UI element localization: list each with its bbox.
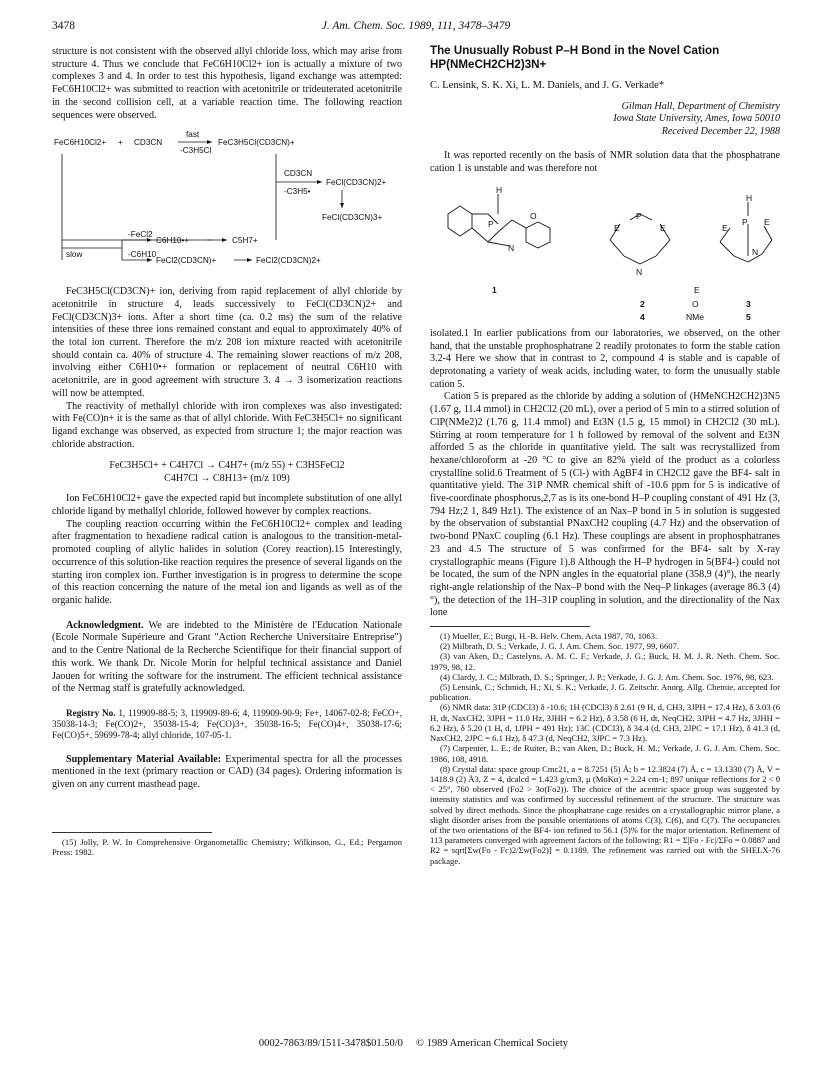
footnote-rule-right xyxy=(430,626,590,627)
left-paragraph-3: The reactivity of methallyl chloride with iron complexes was also investigated: with Fe(CO)n+ it is the same as that of allyl chloride. With FeC3H5Cl+ no significant ligand exchange was observed, as expected from structure 1; the major reaction was chloride abstraction. xyxy=(52,400,402,450)
scheme-loss-allyl: -C3H5Cl xyxy=(180,146,212,156)
struct2-E-left: E xyxy=(614,222,620,233)
journal-citation: J. Am. Chem. Soc. 1989, 111, 3478–3479 xyxy=(321,20,511,32)
equation-block xyxy=(52,459,402,485)
scheme-c5h7: C5H7+ xyxy=(232,236,258,246)
equation-line-2: C4H7Cl → C8H13+ (m/z 109) xyxy=(164,473,290,485)
page-header xyxy=(52,20,780,36)
footnote-2: (2) Milbrath, D. S.; Verkade, J. G. J. Am. Chem. Soc. 1977, 99, 6607. xyxy=(440,641,680,652)
acknowledgment-body: We are indebted to the Ministère de l'Education Nationale (Ecole Normale Supérieure and Grant "Action Recherche Universitaire Entreprise") and to the Centre National de la Recherche Scientifique for their financial support of this work. We thank Dr. Nicole Morin for helpful technical assistance and Daniel Jaouen for writing the software for the instrument. The efficient technical assistance of the Nermag staff is gratefully acknowledged. xyxy=(52,619,403,695)
scheme-slow-label: slow xyxy=(66,250,83,260)
struct2-label: 2 xyxy=(640,298,645,309)
footnote-6: (6) NMR data: 31P (CDCl3) δ -10.6; 1H (CDCl3) δ 2.61 (9 H, d, CH3, 3JPH = 17.4 Hz), δ 3.03 (6 H, dt, NaxCH2, 3JPH = 11.0 Hz, 3JHH = 6.2 Hz), δ 3.58 (6 H, dt, NeqCH2, 3JPH = 4.7 Hz, 3JHH = 6.2 Hz), δ 5.20 (1 H, d, 1JPH = 491 Hz); 13C (CDCl3), δ 34.4 (d, CH3, 2JPC = 17.1 Hz), δ 41.3 (d, NaxCH2, 2JPC = 6.1 Hz), δ 47.3 (d, NeqCH2, 3JPC = 7.3 Hz). xyxy=(430,702,780,744)
footnote-4: (4) Clardy, J. C.; Milbrath, D. S.; Springer, J. P.; Verkade, J. G. J. Am. Chem. Soc. 1976, 98, 623. xyxy=(440,671,774,682)
structure-drawings xyxy=(430,184,780,324)
left-paragraph-2: FeC3H5Cl(CD3CN)+ ion, deriving from rapid replacement of allyl chloride by acetonitrile in structure 4, leads successively to FeCl(CD3CN)2+ and FeCl(CD3CN)3+ ions. After a short time (ca. 0.2 ms) the sum of the relative intensities of these three ions remained constant and equal to approximately 40% of the total ion current. Therefore the m/z 208 ion mixture reacted with acetonitrile should contain ca. 40% of structure 4. The remaining slower reactions of m/z 208, involving either C6H10•+ formation or replacement of neutral C6H10 with acetonitrile, are in good agreement with structure 3. 4 → 3 isomerization reactions will now be attempted. xyxy=(52,286,402,399)
struct2-N: N xyxy=(636,266,643,277)
struct4-label: 4 xyxy=(640,311,645,322)
struct3-E-right: E xyxy=(764,216,770,227)
scheme-plus: + xyxy=(118,138,123,148)
right-column xyxy=(430,46,780,866)
scheme-fast-label: fast xyxy=(186,130,200,140)
struct1-H: H xyxy=(496,184,503,195)
footnote-15: (15) Jolly, P. W. In Comprehensive Organometallic Chemistry; Wilkinson, G., Ed.; Pergamon Press: 1982. xyxy=(52,836,402,857)
copyright: © 1989 American Chemical Society xyxy=(416,1038,569,1049)
right-paragraph-3: Cation 5 is prepared as the chloride by adding a solution of (HMeNCH2CH2)3N5 (1.67 g, 11.4 mmol) in CH2Cl2 (20 mL), over a period of 5 min to a stirred solution of ClP(NMe2)2 (1.76 g, 11.4 mmol) and Et3N (1.5 g, 15 mmol) in CH2Cl2 (30 mL). Stirring at room temperature for 1 h followed by removal of the solvent and Et3N afforded 5 as the chloride in quantitative yield. The salt was recrystallized from hexane/chloroform at -20 °C to give an 82% yield of the product as a colorless crystalline solid.6 Treatment of 5 (Cl-) with AgBF4 in CH2Cl2 gave the BF4- salt in quantitative yield. The 31P NMR chemical shift of -10.6 ppm for 5 is indicative of five-coordinate phosphorus,2,7 as is its one-bond H–P coupling constant of 491 Hz (3, 794 Hz;2 1, 849 Hz1). The existence of an Nax–P bond in 5 in solution is suggested by the observation of substantial PNaxCH2 coupling (4.7 Hz) and the observation of two-bond PNaxC coupling (6.1 Hz). These couplings are absent in prophosphatranes 23 and 4.5 The structure of 5 was confirmed for the BF4- salt by X-ray crystallographic means (Figure 1).8 Although the H–P hydrogen in 5(BF4-) could not be located, the sum of the NPN angles in the equatorial plane (358.9 (4)°), the nearly right-angle relationship of the Nax–P bond with the Neq–P linkages (average 86.3 (4)°), the detection of the 1H–31P coupling in solution, and the directionality of the Nax lone xyxy=(430,391,780,619)
struct5-label: 5 xyxy=(746,311,751,322)
scheme-loss-c3h5: -C3H5• xyxy=(284,187,311,197)
legend-E: E xyxy=(694,284,700,295)
left-column xyxy=(52,46,402,857)
scheme-arrows xyxy=(52,132,402,276)
supplementary-material xyxy=(52,754,402,792)
footnote-1: (1) Mueller, E.; Burgi, H.-B. Helv. Chem. Acta 1987, 70, 1063. xyxy=(440,631,658,642)
struct2-E-right: E xyxy=(660,222,666,233)
struct3-E-left: E xyxy=(722,222,728,233)
struct3-label: 3 xyxy=(746,298,751,309)
scheme-c6h10-cation: C6H10•+ xyxy=(156,236,190,246)
scheme-cd3cn: CD3CN xyxy=(284,169,313,179)
received-date: Received December 22, 1988 xyxy=(661,125,780,137)
footnote-5: (5) Lensink, C.; Schmidt, H.; Xi, S. K.; Verkade, J. G. Zeitschr. Anorg. Allg. Chemie, accepted for publication. xyxy=(430,682,780,703)
scheme-loss-fecl2: -FeCl2 xyxy=(128,230,153,240)
scheme-fecl2-1: FeCl2(CD3CN)+ xyxy=(156,256,217,266)
struct1-N: N xyxy=(508,242,515,253)
struct3-N: N xyxy=(752,246,759,257)
legend-NMe: NMe xyxy=(686,311,704,322)
acknowledgment xyxy=(52,620,402,696)
struct3-P: P xyxy=(742,216,748,227)
supplementary-heading: Supplementary Material Available: xyxy=(66,753,222,765)
struct2-P: P xyxy=(636,210,642,221)
left-paragraph-4: Ion FeC6H10Cl2+ gave the expected rapid but incomplete substitution of one allyl chloride ligand by methallyl chloride, followed however by complex reactions. xyxy=(52,493,402,518)
footnote-3: (3) van Aken, D.; Castelyns, A. M. C. F.; Verkade, J. G.; Buck, H. M. J. R. Neth. Chem. Soc. 1979, 98, 12. xyxy=(430,651,780,672)
page-footer xyxy=(0,1038,827,1049)
affiliation-line-1: Gilman Hall, Department of Chemistry xyxy=(621,100,780,112)
right-paragraph-2: isolated.1 In earlier publications from our laboratories, we observed, on the other hand, that the unstable prophosphatrane 2 readily protonates to form the stable cation 3.2-4 Here we show that in contrast to 2, compound 4 is stable and is capable of deprotonating a variety of weak acids, including water, to form the unusually stable cation 5. xyxy=(430,327,780,390)
right-footnotes xyxy=(430,631,780,866)
structure-figure xyxy=(430,184,780,324)
supplementary-body: Experimental spectra for all the processes mentioned in the text (primary reaction or CAD) (34 pages). Ordering information is given on any current masthead page. xyxy=(52,753,402,790)
struct1-P: P xyxy=(488,218,494,229)
struct3-H: H xyxy=(746,192,753,203)
affiliation xyxy=(430,101,780,139)
legend-O: O xyxy=(692,298,699,309)
footnote-7: (7) Carpenter, L. E.; de Ruiter, B.; van Aken, D.; Buck, H. M.; Verkade, J. G. J. Am. Chem. Soc. 1986, 108, 4918. xyxy=(430,743,780,764)
article-code: 0002-7863/89/1511-3478$01.50/0 xyxy=(258,1038,403,1049)
scheme-product-2: FeCl(CD3CN)2+ xyxy=(326,178,387,188)
registry-body: 1, 119909-88-5; 3, 119909-89-6; 4, 119909-90-9; Fe+, 14067-02-8; FeCO+, 35038-14-3; Fe(CO)2+, 35038-15-4; Fe(CO)3+, 35038-16-5; Fe(CO)4+, 35038-17-6; Fe(CO)5+, 59699-78-4; allyl chloride, 107-05-1. xyxy=(52,707,402,741)
acknowledgment-heading: Acknowledgment. xyxy=(66,619,144,631)
left-intro-paragraph: structure is not consistent with the observed allyl chloride loss, which may arise from structure 4. Thus we conclude that FeC6H10Cl2+ ion is actually a mixture of two complexes 3 and 4. In order to test this hypothesis, ligand exchange was attempted: FeC6H10Cl2+ was submitted to reaction with acetonitrile or trideuterated acetonitrile in the second collision cell, at a variable reaction time. The following reaction sequences were observed. xyxy=(52,46,402,121)
footnote-8: (8) Crystal data: space group Cmc21, a = 8.7251 (5) Å; b = 12.3824 (7) Å, c = 13.1330 (7) Å, V = 1418.9 (2) Å3, Z = 4, dcalcd = 1.423 g/cm3, μ (MoKα) = 2.24 cm-1; 897 unique reflections for 2 < θ < 25°, 760 observed (Fo2 > 3σ(Fo2)). The choice of the acentric space group was suggested by intensity statistics and was confirmed by successful refinement of the structure. The structure was solved by direct methods. Since the phosphatrane cage resides on a crystallographic mirror plane, a slight disorder arises from the possible orientations of atoms C(3), C(6), and C(7). The occupancies of the two orientations of the BF4- ion refined to 56.1 (5)% for the major orientation. Refinement of 113 parameters converged with agreement factors of the following: R1 = Σ|Fo - Fc|/ΣFo = 0.0887 and R2 = sqrt[Σw(Fo - Fc)2/Σw(Fo2)] = 0.1189. The refinement was carried out with the SHELX-76 package. xyxy=(430,763,780,866)
scheme-reactant: FeC6H10Cl2+ xyxy=(54,138,107,148)
equation-line-1: FeC3H5Cl+ + C4H7Cl → C4H7+ (m/z 55) + C3H5FeCl2 xyxy=(109,460,345,472)
reaction-scheme xyxy=(52,132,402,276)
left-footnotes xyxy=(52,837,402,857)
right-paragraph-1: It was reported recently on the basis of NMR solution data that the phosphatrane cation 1 is unstable and was therefore not xyxy=(430,150,780,175)
scheme-fecl2-2: FeCl2(CD3CN)2+ xyxy=(256,256,321,266)
title-line-1: The Unusually Robust P–H Bond in the Novel Cation xyxy=(430,44,720,57)
struct1-O: O xyxy=(530,210,537,221)
affiliation-line-2: Iowa State University, Ames, Iowa 50010 xyxy=(613,113,780,125)
scheme-reagent: CD3CN xyxy=(134,138,163,148)
title-line-2: HP(NMeCH2CH2)3N+ xyxy=(430,58,547,71)
struct1-label: 1 xyxy=(492,284,497,295)
article-title xyxy=(430,44,780,72)
footnote-rule xyxy=(52,832,212,833)
scheme-product-3: FeCl(CD3CN)3+ xyxy=(322,213,383,223)
registry-numbers xyxy=(52,708,402,742)
registry-heading: Registry No. xyxy=(66,707,116,718)
scheme-loss-c6h10: -C6H10 xyxy=(128,250,157,260)
scheme-product-1: FeC3H5Cl(CD3CN)+ xyxy=(218,138,295,148)
page-number: 3478 xyxy=(52,20,75,32)
left-paragraph-5: The coupling reaction occurring within the FeC6H10Cl2+ complex and leading after fragmentation to hexadiene radical cation is analogous to the transition-metal-promoted coupling of allylic halides in solution (Corey reaction).15 Interestingly, occurrence of this solution-like reaction requires the presence of several ligands on the starting iron complex ion. Further investigation is in progress to determine the scope of this reaction concerning the nature of the metal ion and ligands as well as of the organic halide. xyxy=(52,518,402,606)
authors: C. Lensink, S. K. Xi, L. M. Daniels, and J. G. Verkade* xyxy=(430,80,664,91)
